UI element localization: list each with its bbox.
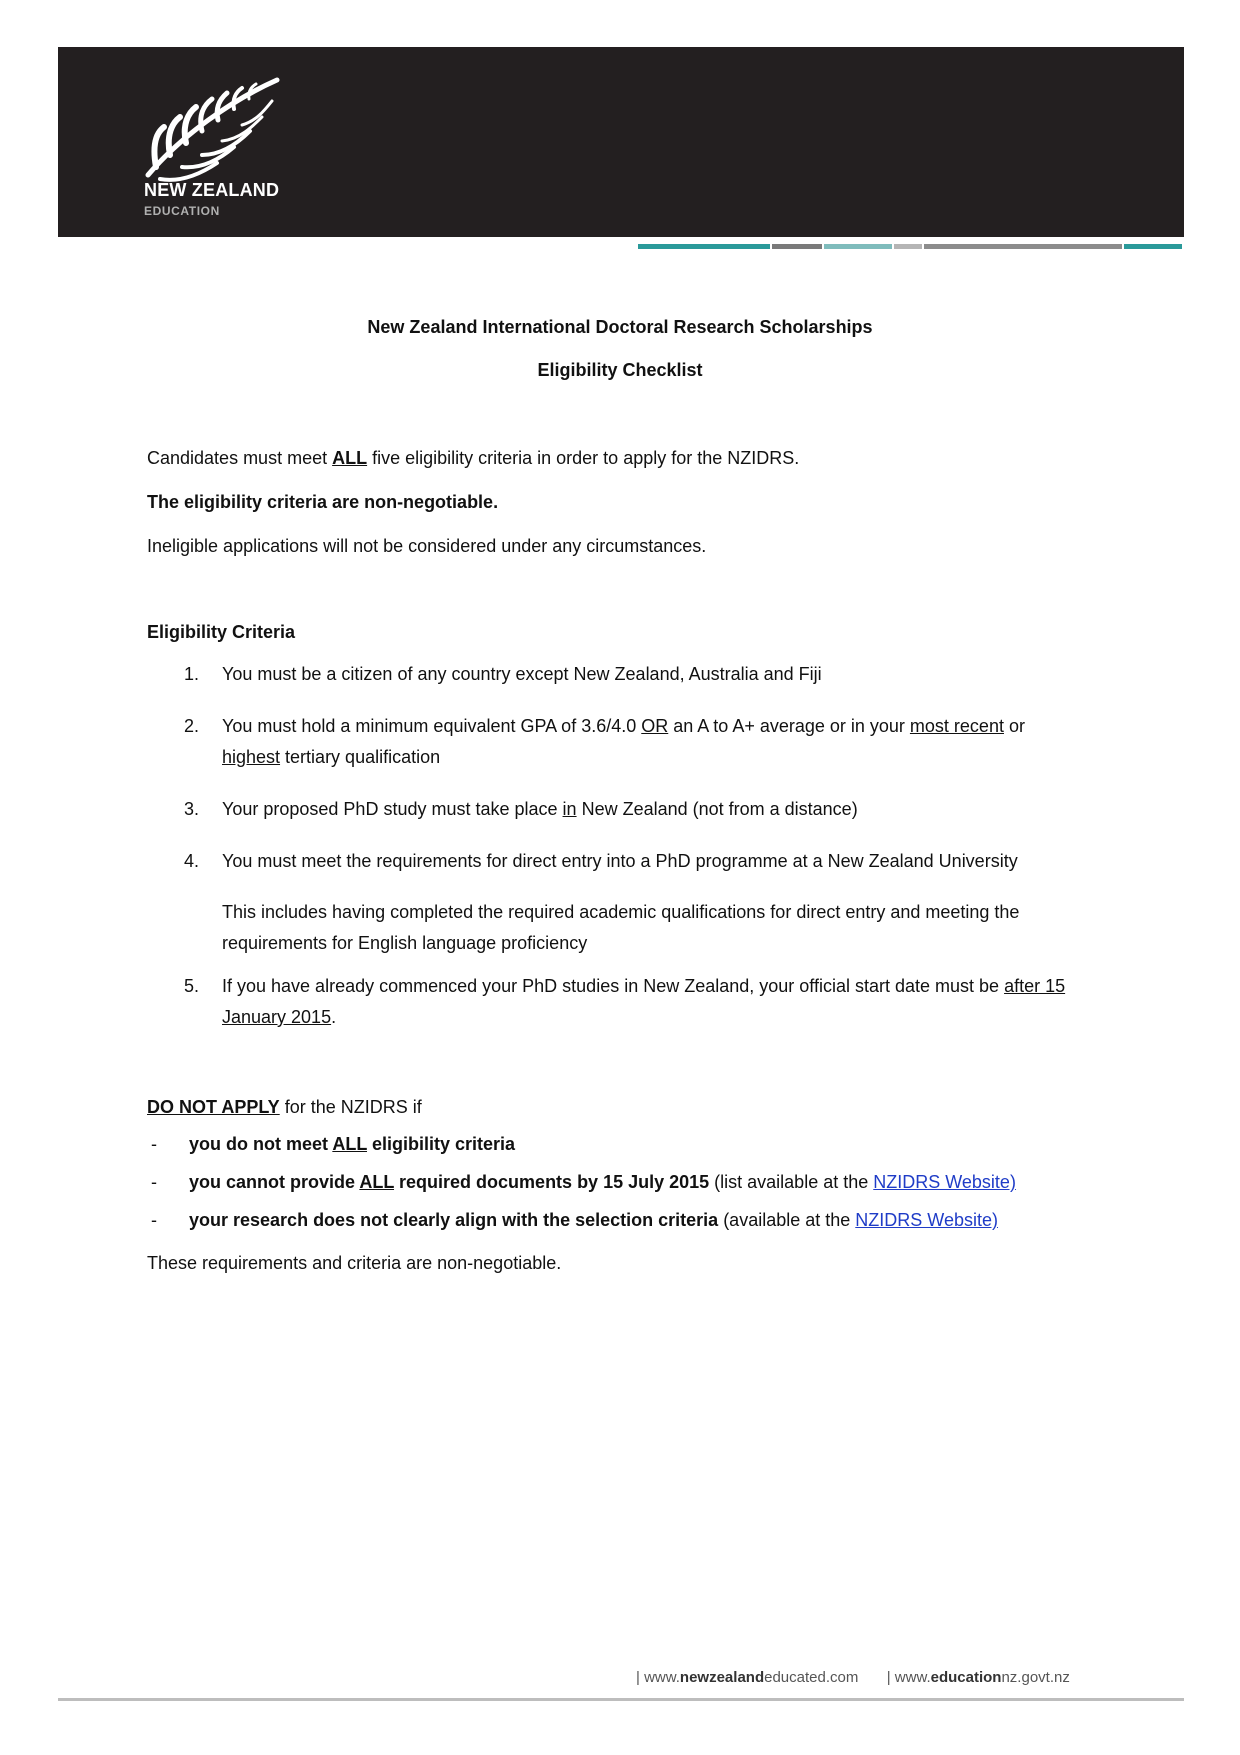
criteria-heading: Eligibility Criteria <box>147 622 296 642</box>
stripe <box>772 244 822 249</box>
do-not-apply-lead: DO NOT APPLY for the NZIDRS if <box>147 1097 422 1117</box>
footer-websites: | www.newzealandeducated.com | www.educationnz.govt.nz <box>636 1669 1070 1686</box>
criteria-note: This includes having completed the required academic qualifications for direct entry and meeting the requirements for English language proficiency <box>222 902 1020 953</box>
intro-line-2: The eligibility criteria are non-negotiable. <box>147 492 499 512</box>
logo-text-education: EDUCATION <box>144 204 220 218</box>
closing-statement: These requirements and criteria are non-negotiable. <box>147 1253 562 1273</box>
intro-line-3: Ineligible applications will not be considered under any circumstances. <box>147 536 707 556</box>
footer-divider <box>58 1698 1184 1701</box>
header-stripes <box>638 244 1184 249</box>
emphasis-all: ALL <box>332 448 368 468</box>
page-title: New Zealand International Doctoral Research Scholarships <box>367 317 873 337</box>
logo-text-new-zealand: NEW ZEALAND <box>144 180 280 200</box>
intro-line-1: Candidates must meet ALL five eligibility criteria in order to apply for the NZIDRS. <box>147 448 800 468</box>
stripe <box>924 244 1122 249</box>
stripe <box>894 244 922 249</box>
nzidrs-website-link[interactable]: NZIDRS Website) <box>873 1172 1016 1192</box>
fern-icon <box>142 75 292 225</box>
stripe <box>824 244 892 249</box>
nzidrs-website-link[interactable]: NZIDRS Website) <box>855 1210 998 1230</box>
page-subtitle: Eligibility Checklist <box>537 360 703 380</box>
stripe <box>1124 244 1182 249</box>
stripe <box>638 244 770 249</box>
